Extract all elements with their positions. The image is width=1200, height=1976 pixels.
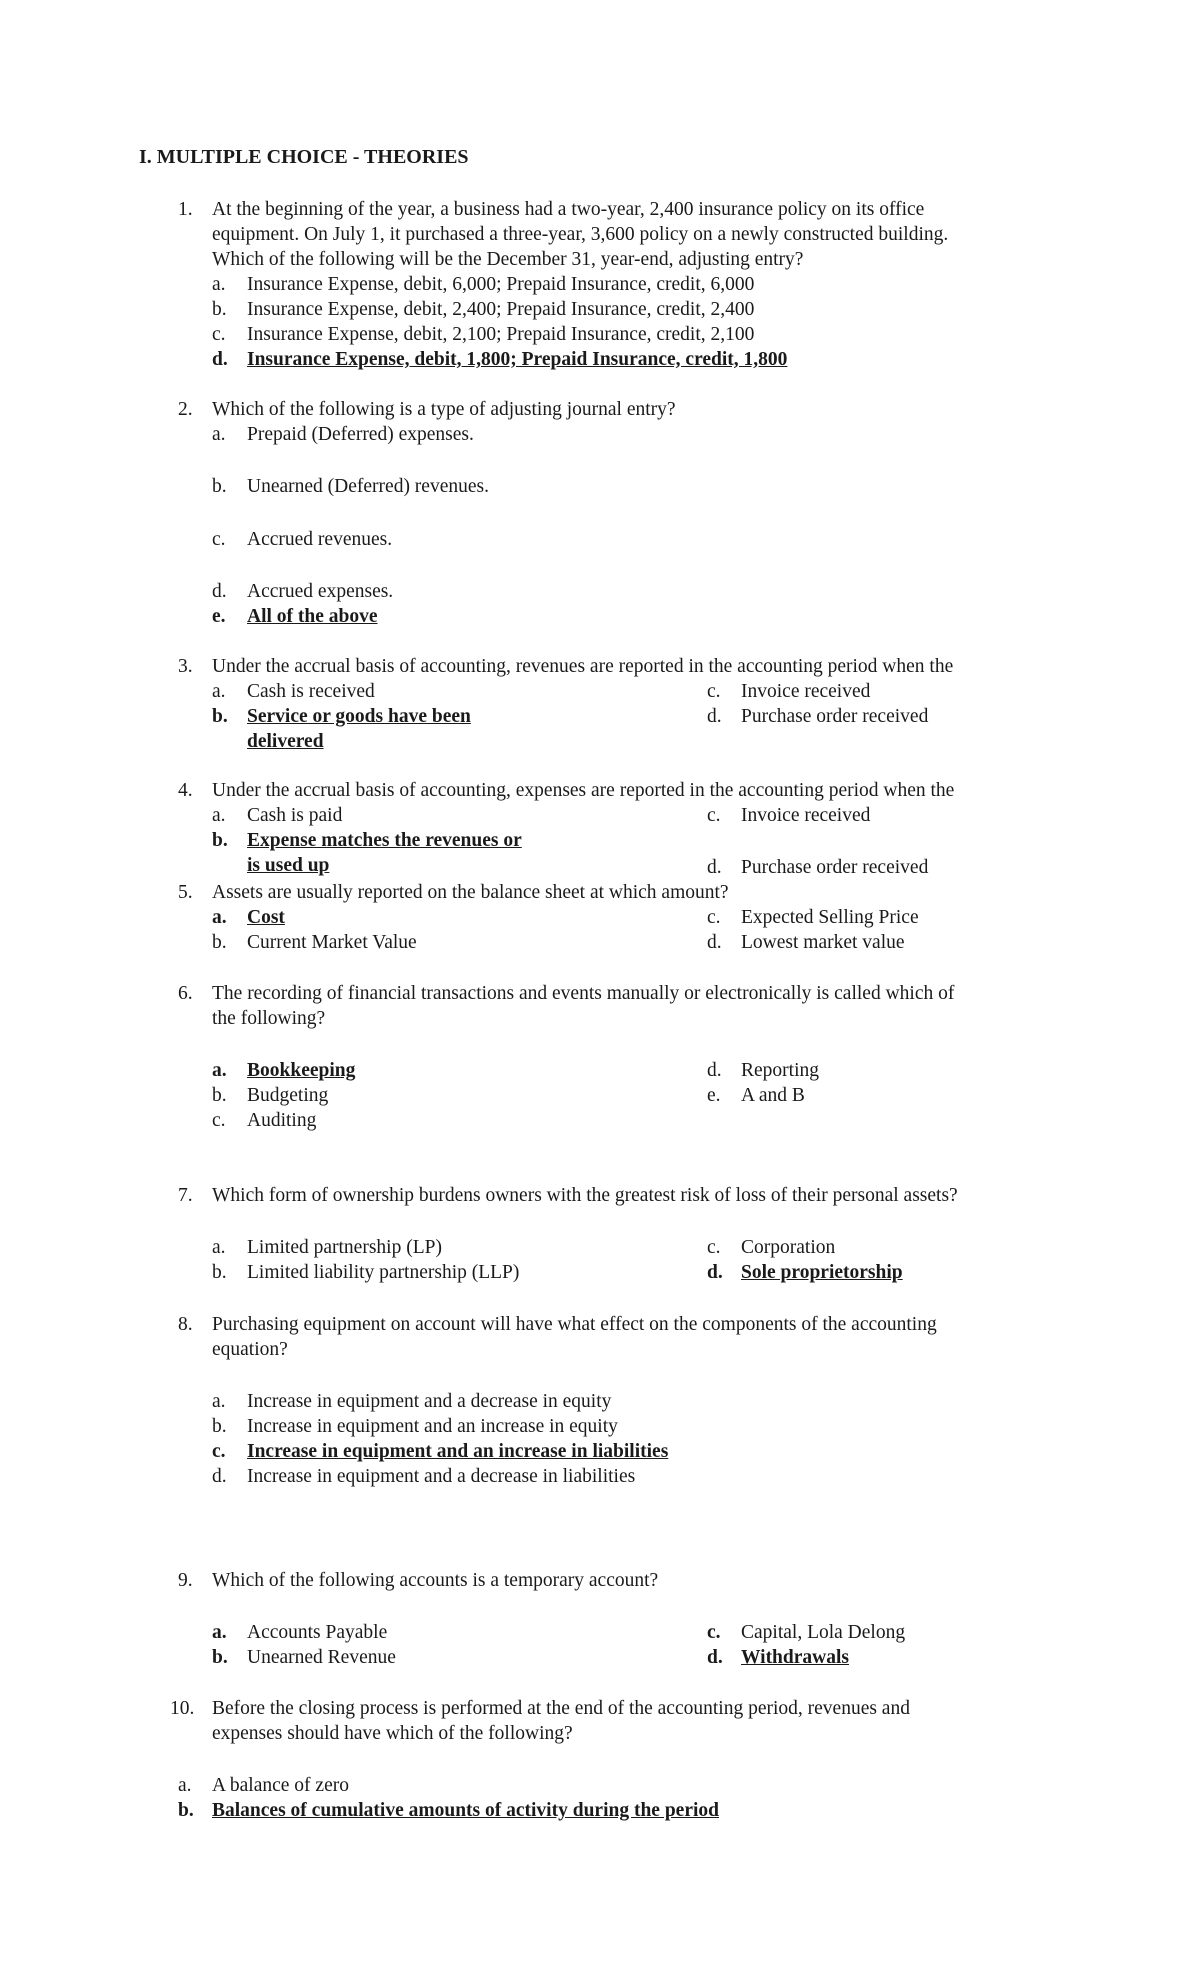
q4-stem-line1: Under the accrual basis of accounting, expenses are reported in the accounting period when the: [212, 780, 955, 801]
q2-option-b-letter: b.: [212, 476, 227, 497]
q9-option-d-answer: Withdrawals: [741, 1647, 849, 1668]
q4-option-c-letter: c.: [707, 805, 721, 826]
q2-option-e-letter: e.: [212, 606, 226, 627]
q5-option-c: Expected Selling Price: [741, 907, 919, 928]
q4-option-a-letter: a.: [212, 805, 226, 826]
q10-number: 10.: [170, 1698, 195, 1719]
q9-option-a-letter: a.: [212, 1622, 227, 1643]
q6-option-a-answer: Bookkeeping: [247, 1060, 356, 1081]
q6-option-d: Reporting: [741, 1060, 819, 1081]
q1-option-c-letter: c.: [212, 324, 226, 345]
q7-option-a-letter: a.: [212, 1237, 226, 1258]
q3-stem-line1: Under the accrual basis of accounting, revenues are reported in the accounting period when the: [212, 656, 954, 677]
q2-option-a: Prepaid (Deferred) expenses.: [247, 424, 474, 445]
q4-option-c: Invoice received: [741, 805, 871, 826]
q1-option-d-answer: Insurance Expense, debit, 1,800; Prepaid Insurance, credit, 1,800: [247, 349, 788, 370]
q5-option-d-letter: d.: [707, 932, 722, 953]
q7-option-b-letter: b.: [212, 1262, 227, 1283]
q7-option-a: Limited partnership (LP): [247, 1237, 442, 1258]
q7-option-c-letter: c.: [707, 1237, 721, 1258]
q3-option-a: Cash is received: [247, 681, 375, 702]
q6-option-e-letter: e.: [707, 1085, 721, 1106]
q1-stem-line3: Which of the following will be the December 31, year-end, adjusting entry?: [212, 249, 804, 270]
q4-option-b-letter: b.: [212, 830, 228, 851]
q5-stem-line1: Assets are usually reported on the balance sheet at which amount?: [212, 882, 729, 903]
q3-option-c: Invoice received: [741, 681, 871, 702]
q8-stem-line1: Purchasing equipment on account will have what effect on the components of the accounting: [212, 1314, 937, 1335]
q8-option-d: Increase in equipment and a decrease in liabilities: [247, 1466, 636, 1487]
q6-option-a-letter: a.: [212, 1060, 227, 1081]
q8-stem-line2: equation?: [212, 1339, 288, 1360]
q6-option-b-letter: b.: [212, 1085, 227, 1106]
q10-stem-line1: Before the closing process is performed at the end of the accounting period, revenues and: [212, 1698, 910, 1719]
q2-number: 2.: [178, 399, 193, 420]
q9-option-b-letter: b.: [212, 1647, 228, 1668]
q6-option-b: Budgeting: [247, 1085, 329, 1106]
q1-option-b-letter: b.: [212, 299, 227, 320]
q2-option-c: Accrued revenues.: [247, 529, 393, 550]
q1-option-c: Insurance Expense, debit, 2,100; Prepaid Insurance, credit, 2,100: [247, 324, 755, 345]
q8-number: 8.: [178, 1314, 193, 1335]
q10-option-a-letter: a.: [178, 1775, 192, 1796]
q2-option-c-letter: c.: [212, 529, 226, 550]
page-title: I. MULTIPLE CHOICE - THEORIES: [139, 146, 469, 168]
q10-option-a: A balance of zero: [212, 1775, 349, 1796]
q9-number: 9.: [178, 1570, 193, 1591]
q7-option-b: Limited liability partnership (LLP): [247, 1262, 520, 1283]
q3-option-b-letter: b.: [212, 706, 228, 727]
q6-option-e: A and B: [741, 1085, 805, 1106]
q4-number: 4.: [178, 780, 193, 801]
q9-option-c: Capital, Lola Delong: [741, 1622, 906, 1643]
q7-option-c: Corporation: [741, 1237, 836, 1258]
q4-option-a: Cash is paid: [247, 805, 343, 826]
q10-option-b-letter: b.: [178, 1800, 194, 1821]
q5-option-d: Lowest market value: [741, 932, 905, 953]
q5-option-c-letter: c.: [707, 907, 721, 928]
q8-option-c-answer: Increase in equipment and an increase in liabilities: [247, 1441, 669, 1462]
q9-option-d-letter: d.: [707, 1647, 723, 1668]
q8-option-b-letter: b.: [212, 1416, 227, 1437]
q6-stem-line1: The recording of financial transactions and events manually or electronically is called which of: [212, 983, 955, 1004]
q4-option-d-letter: d.: [707, 857, 722, 878]
q1-option-d-letter: d.: [212, 349, 228, 370]
q8-option-c-letter: c.: [212, 1441, 226, 1462]
q6-number: 6.: [178, 983, 193, 1004]
q6-option-c: Auditing: [247, 1110, 317, 1131]
q3-option-a-letter: a.: [212, 681, 226, 702]
q2-option-e-answer: All of the above: [247, 606, 378, 627]
q1-stem-line2: equipment. On July 1, it purchased a three-year, 3,600 policy on a newly constructed building.: [212, 224, 949, 245]
q9-option-a: Accounts Payable: [247, 1622, 388, 1643]
q1-option-a: Insurance Expense, debit, 6,000; Prepaid Insurance, credit, 6,000: [247, 274, 755, 295]
q1-stem-line1: At the beginning of the year, a business had a two-year, 2,400 insurance policy on its office: [212, 199, 925, 220]
q3-option-d: Purchase order received: [741, 706, 929, 727]
q2-option-a-letter: a.: [212, 424, 226, 445]
q3-option-c-letter: c.: [707, 681, 721, 702]
q5-option-b-letter: b.: [212, 932, 227, 953]
q8-option-a: Increase in equipment and a decrease in equity: [247, 1391, 612, 1412]
q10-option-b-answer: Balances of cumulative amounts of activity during the period: [212, 1800, 719, 1821]
q2-option-d: Accrued expenses.: [247, 581, 394, 602]
q4-option-b-answer-line1: Expense matches the revenues or: [247, 830, 522, 851]
q2-stem-line1: Which of the following is a type of adjusting journal entry?: [212, 399, 676, 420]
q6-stem-line2: the following?: [212, 1008, 326, 1029]
q3-option-b-answer-line1: Service or goods have been: [247, 706, 471, 727]
q3-number: 3.: [178, 656, 193, 677]
q8-option-a-letter: a.: [212, 1391, 226, 1412]
q6-option-c-letter: c.: [212, 1110, 226, 1131]
q5-option-a-answer: Cost: [247, 907, 285, 928]
q4-option-b-answer-line2: is used up: [247, 855, 330, 876]
q7-option-d-letter: d.: [707, 1262, 723, 1283]
q1-number: 1.: [178, 199, 193, 220]
q9-option-c-letter: c.: [707, 1622, 721, 1643]
q3-option-b-answer-line2: delivered: [247, 731, 324, 752]
q9-option-b: Unearned Revenue: [247, 1647, 396, 1668]
q1-option-a-letter: a.: [212, 274, 226, 295]
q5-number: 5.: [178, 882, 193, 903]
q5-option-a-letter: a.: [212, 907, 227, 928]
q8-option-d-letter: d.: [212, 1466, 227, 1487]
q4-option-d: Purchase order received: [741, 857, 929, 878]
q7-stem-line1: Which form of ownership burdens owners with the greatest risk of loss of their personal assets?: [212, 1185, 958, 1206]
q7-number: 7.: [178, 1185, 193, 1206]
q10-stem-line2: expenses should have which of the following?: [212, 1723, 573, 1744]
q7-option-d-answer: Sole proprietorship: [741, 1262, 903, 1283]
q5-option-b: Current Market Value: [247, 932, 417, 953]
q9-stem-line1: Which of the following accounts is a temporary account?: [212, 1570, 659, 1591]
q1-option-b: Insurance Expense, debit, 2,400; Prepaid Insurance, credit, 2,400: [247, 299, 755, 320]
q8-option-b: Increase in equipment and an increase in equity: [247, 1416, 618, 1437]
q2-option-d-letter: d.: [212, 581, 227, 602]
q2-option-b: Unearned (Deferred) revenues.: [247, 476, 489, 497]
q6-option-d-letter: d.: [707, 1060, 722, 1081]
q3-option-d-letter: d.: [707, 706, 722, 727]
